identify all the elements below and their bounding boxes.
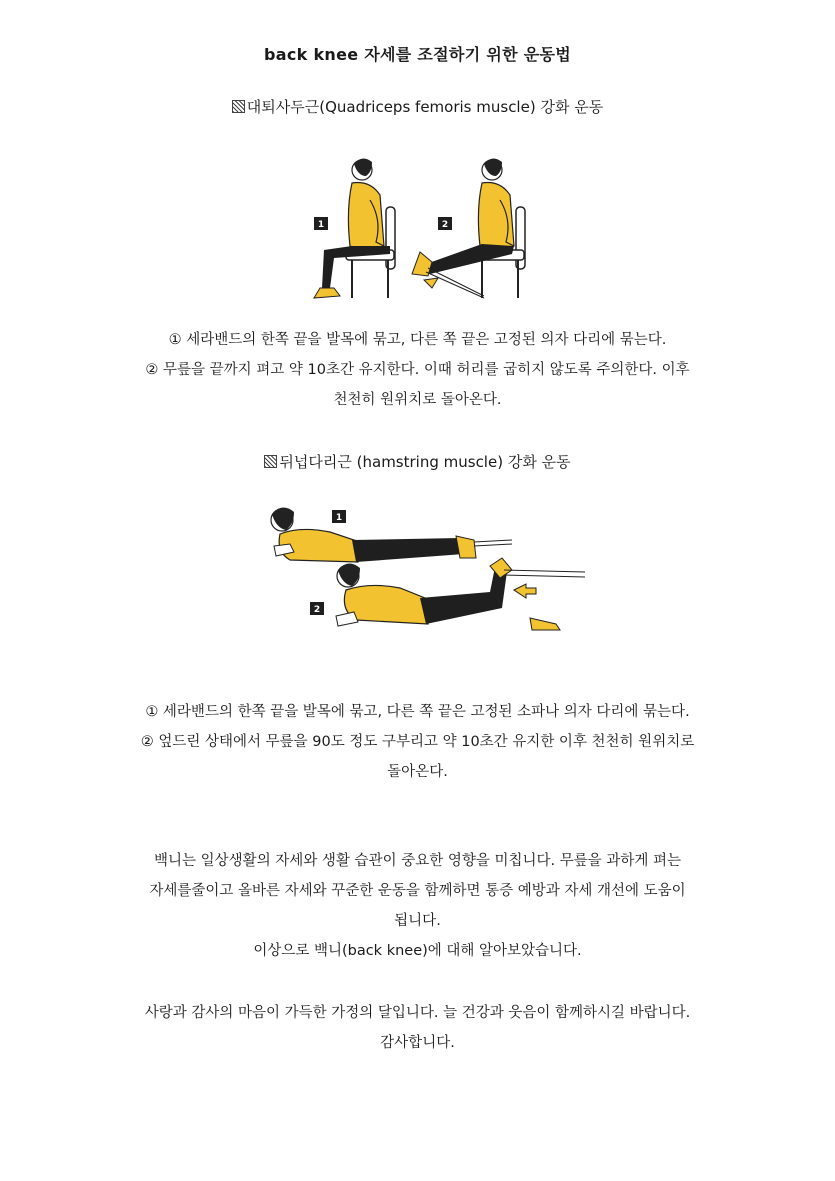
arrow-left-icon <box>514 584 536 598</box>
section1-step1-text: ① 세라밴드의 한쪽 끝을 발목에 묶고, 다른 쪽 끝은 고정된 의자 다리에 묶는다. <box>168 332 667 348</box>
hamstring-exercise-illustration <box>260 500 590 650</box>
thanks-line-1: 사랑과 감사의 마음이 가득한 가정의 달입니다. 늘 건강과 웃음이 함께하시길 바랍니다. <box>144 1005 691 1021</box>
section2-heading-row <box>0 451 835 472</box>
section2-step2-text: ② 엎드린 상태에서 무릎을 90도 정도 구부리고 약 10초간 유지한 이후 천천히 원위치로 <box>140 734 695 750</box>
closing-line-2: 자세를줄이고 올바른 자세와 꾸준한 운동을 함께하면 통증 예방과 자세 개선에 도움이 <box>149 883 686 899</box>
section2-step1-text: ① 세라밴드의 한쪽 끝을 발목에 묶고, 다른 쪽 끝은 고정된 소파나 의자 다리에 묶는다. <box>145 704 690 720</box>
closing-line-1: 백니는 일상생활의 자세와 생활 습관이 중요한 영향을 미칩니다. 무릎을 과하게 펴는 <box>154 853 681 869</box>
quadriceps-exercise-illustration <box>300 150 540 305</box>
section1-instructions <box>60 325 775 415</box>
thanks-paragraph <box>60 998 775 1058</box>
thanks-line-2: 감사합니다. <box>380 1035 455 1051</box>
closing-paragraph <box>60 846 775 966</box>
closing-line-4: 이상으로 백니(back knee)에 대해 알아보았습니다. <box>253 943 582 959</box>
section1-heading-row <box>0 96 835 117</box>
prone-figure-step2 <box>310 558 585 630</box>
prone-figure-step1 <box>271 507 512 562</box>
arrow-up-icon <box>424 278 438 288</box>
hatched-square-icon <box>264 455 277 468</box>
section1-step2-text: ② 무릎을 끝까지 펴고 약 10초간 유지한다. 이때 허리를 굽히지 않도록 주의한다. 이후 <box>145 362 690 378</box>
closing-line-3: 됩니다. <box>394 913 441 929</box>
section2-step2-text-cont: 돌아온다. <box>387 764 448 780</box>
section2-instructions <box>60 697 775 787</box>
hatched-square-icon <box>232 100 245 113</box>
step1-badge: 1 <box>317 220 325 230</box>
seated-figure-step2 <box>412 158 525 298</box>
step2-badge: 2 <box>313 605 321 615</box>
step1-badge: 1 <box>335 513 343 523</box>
section1-step2-text-cont: 천천히 원위치로 돌아온다. <box>333 392 502 408</box>
step2-badge: 2 <box>441 220 449 230</box>
section1-heading: 대퇴사두근(Quadriceps femoris muscle) 강화 운동 <box>246 98 604 116</box>
document-title: back knee 자세를 조절하기 위한 운동법 <box>264 45 571 64</box>
seated-figure-step1 <box>314 158 395 298</box>
section2-heading: 뒤넙다리근 (hamstring muscle) 강화 운동 <box>279 453 571 471</box>
